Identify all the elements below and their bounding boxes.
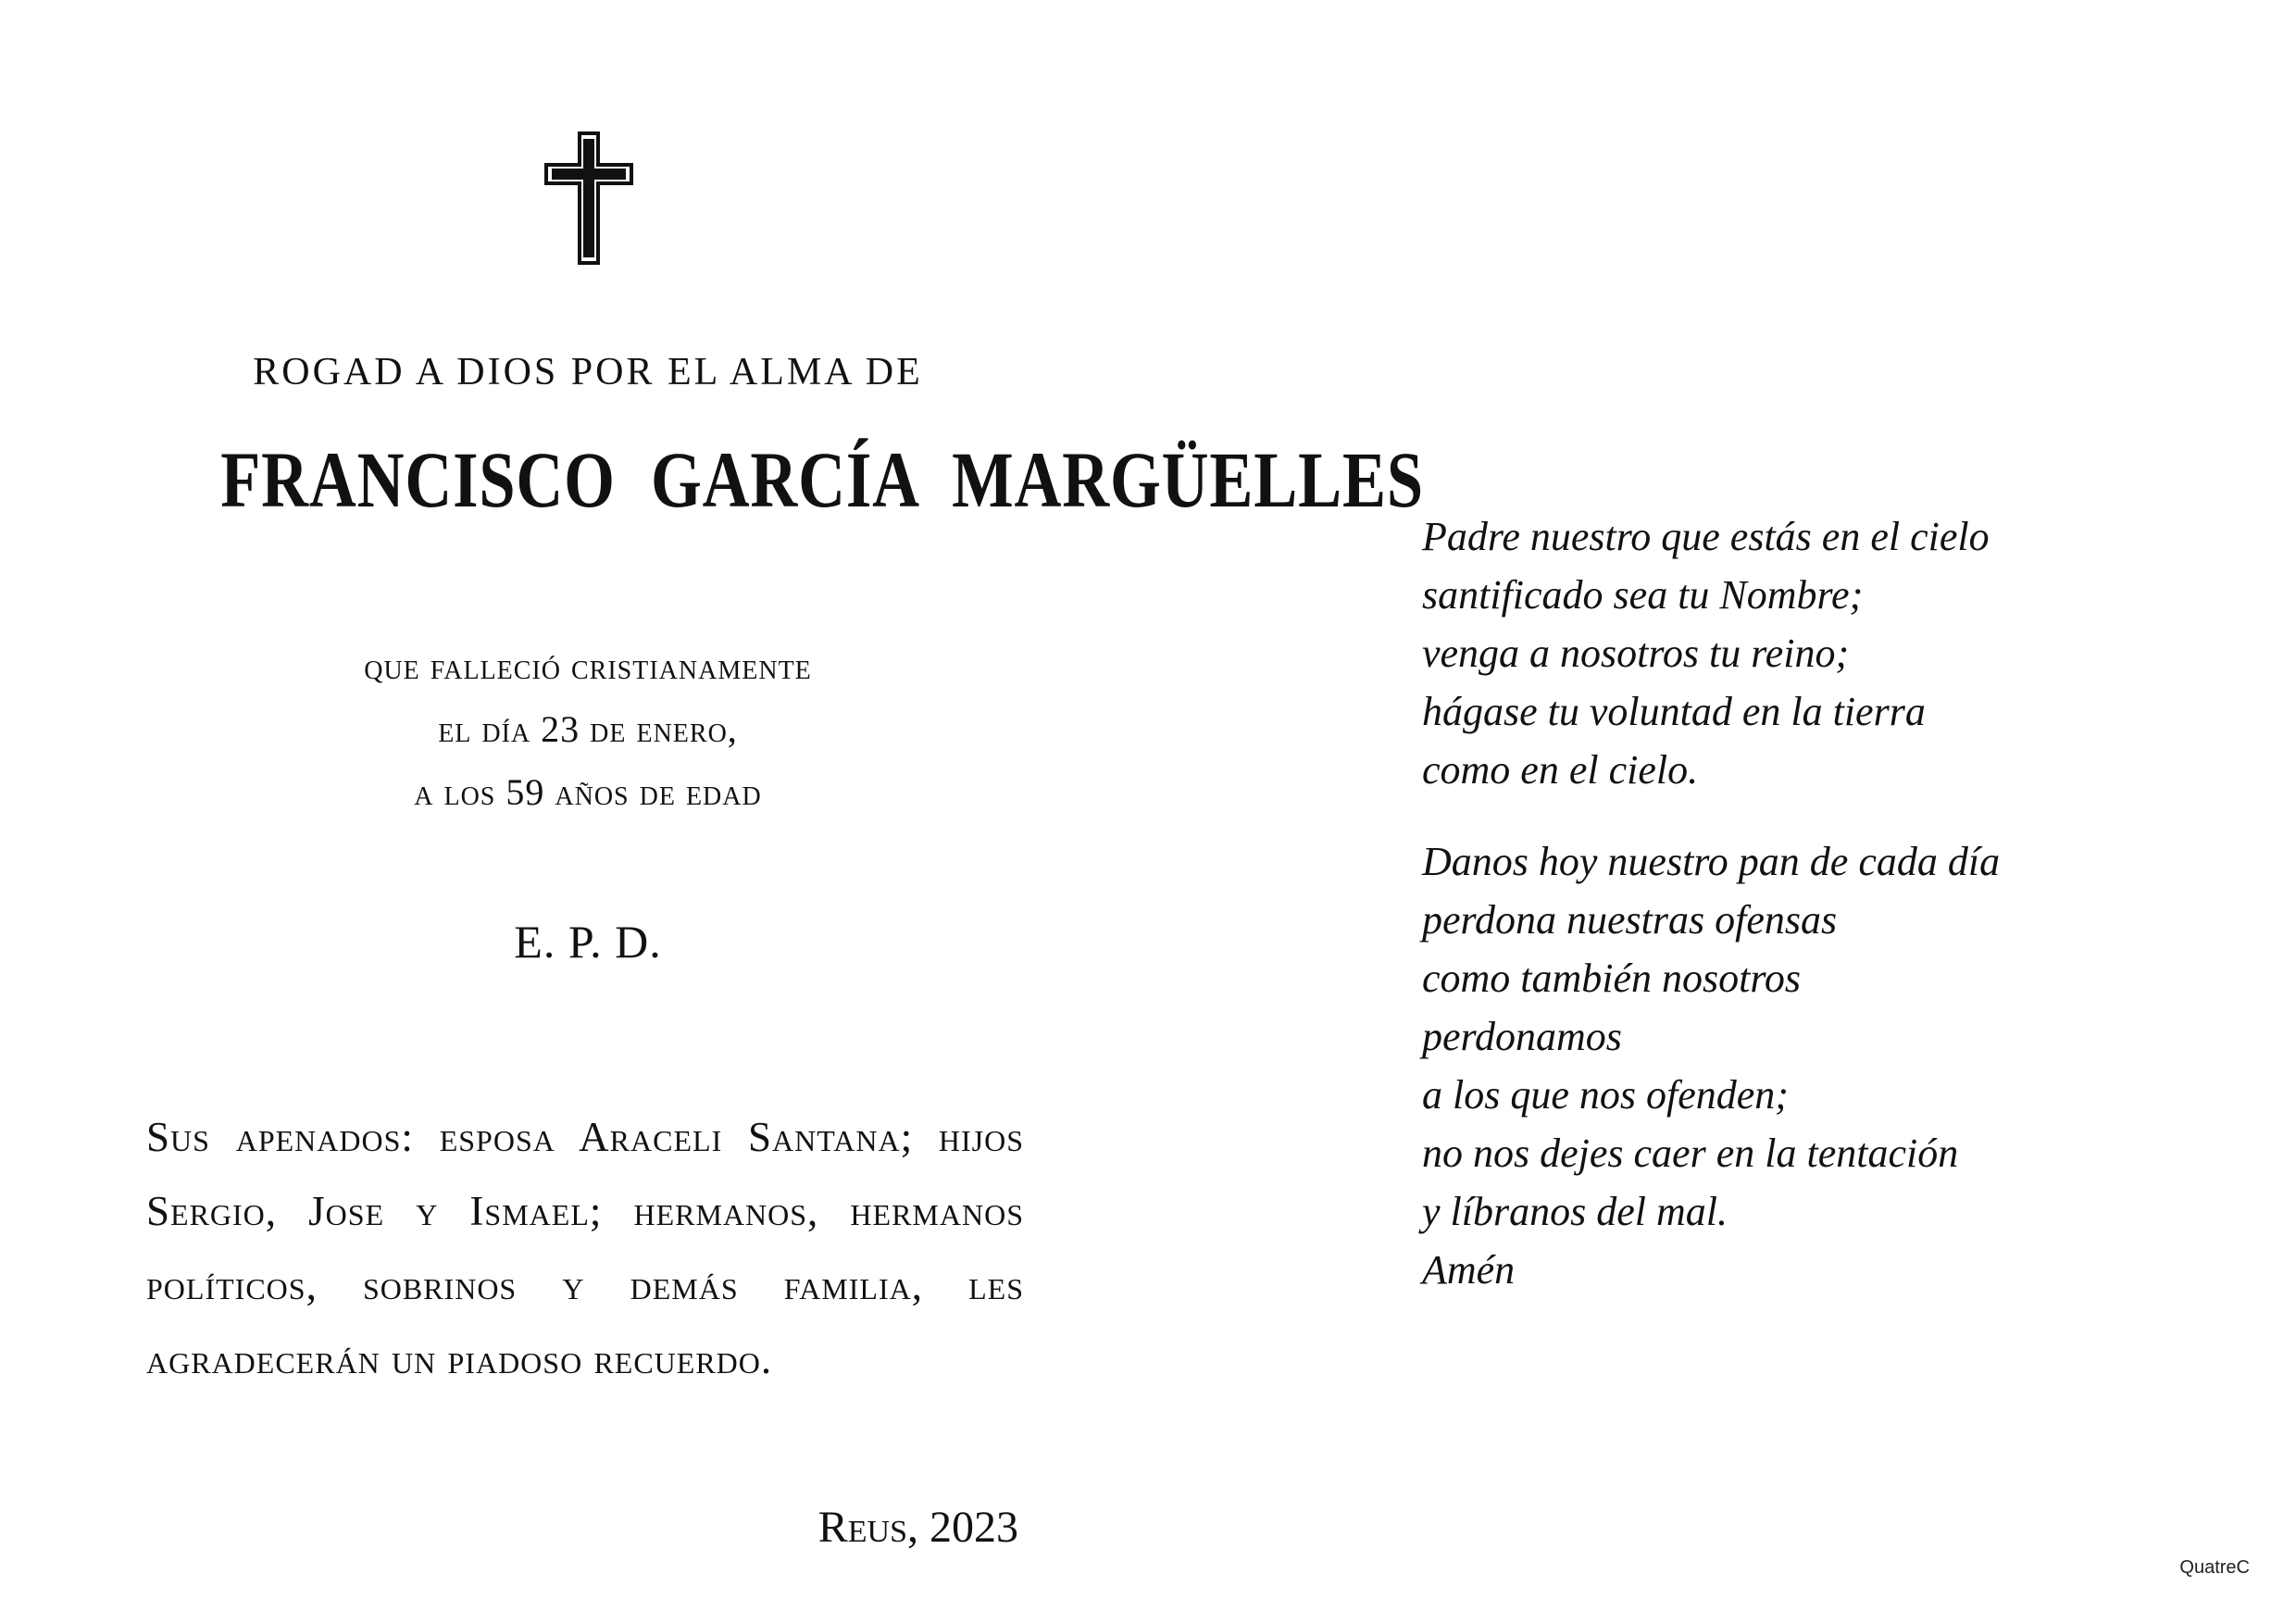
death-details-line: a los 59 años de edad [414,771,762,813]
prayer-line: Padre nuestro que estás en el cielo [1422,514,1990,559]
death-details-line: el día 23 de enero, [438,708,738,750]
prayer-stanza [1422,832,2218,1299]
place-date: Reus, 2023 [817,1503,1018,1552]
mourners-paragraph: Sus apenados: esposa Araceli Santana; hijos Sergio, Jose y Ismael; hermanos, hermanos políticos, sobrinos y demás familia, les agradecerán un piadoso recuerdo. [146,1114,1024,1382]
prayer-line: y líbranos del mal. [1422,1189,1728,1234]
death-details-line: que falleció cristianamente [364,645,812,687]
prayer-line: a los que nos ofenden; [1422,1072,1789,1118]
printer-mark: QuatreC [2179,1557,2250,1578]
prayer-stanza [1422,507,2218,799]
prayer-line: hágase tu voluntad en la tierra [1422,689,1926,734]
memorial-card-right-panel [1389,0,2222,1624]
prayer-line: no nos dejes caer en la tentación [1422,1131,1959,1176]
prayer-line: como en el cielo. [1422,747,1699,793]
epd-abbreviation: E. P. D. [514,916,662,968]
latin-cross-icon [544,131,633,265]
prayer-line: Danos hoy nuestro pan de cada día [1422,839,2001,884]
prayer-line: venga a nosotros tu reino; [1422,631,1850,676]
prayer-line: santificado sea tu Nombre; [1422,572,1864,618]
deceased-name: FRANCISCO GARCÍA MARGÜELLES [220,435,1424,524]
prayer-request-heading: ROGAD A DIOS POR EL ALMA DE [253,351,923,394]
prayer-line: perdonamos [1422,1014,1622,1059]
prayer-line: perdona nuestras ofensas [1422,897,1838,943]
prayer-line: Amén [1422,1247,1516,1293]
death-details [148,635,1028,824]
prayer-line: como también nosotros [1422,956,1802,1001]
